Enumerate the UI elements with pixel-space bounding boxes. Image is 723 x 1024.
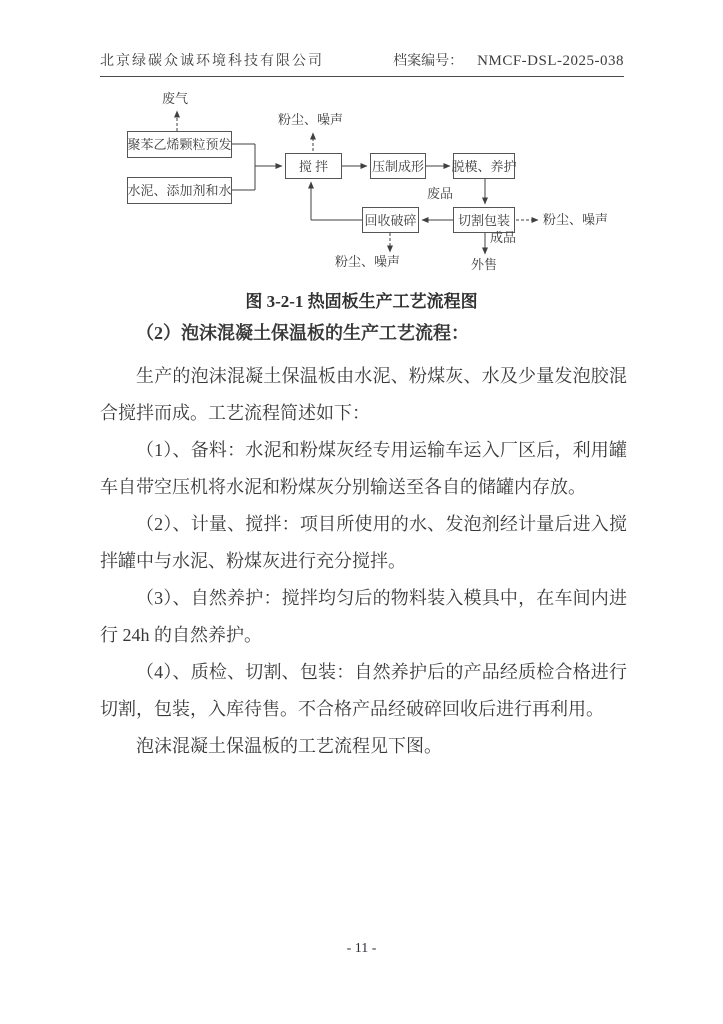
flowchart-box-demold-curing: 脱模、养护 <box>453 153 515 179</box>
flowchart-box-recycle-crushing: 回收破碎 <box>362 207 419 233</box>
paragraph-intro: 生产的泡沫混凝土保温板由水泥、粉煤灰、水及少量发泡胶混合搅拌而成。工艺流程简述如下： <box>100 366 627 423</box>
paragraph-step-1: （1）、备料：水泥和粉煤灰经专用运输车运入厂区后，利用罐车自带空压机将水泥和粉煤灰分别输送至各自的储罐内存放。 <box>100 440 627 497</box>
body-content <box>100 315 627 765</box>
archive-value: NMCF-DSL-2025-038 <box>477 53 624 69</box>
paragraph-step-2: （2）、计量、搅拌：项目所使用的水、发泡剂经计量后进入搅拌罐中与水泥、粉煤灰进行充分搅拌。 <box>100 514 627 571</box>
flowchart-box-mixing: 搅 拌 <box>285 153 342 179</box>
archive-number <box>393 50 624 70</box>
archive-label: 档案编号： <box>393 54 464 69</box>
paragraph-step-3: （3）、自然养护：搅拌均匀后的物料装入模具中，在车间内进行 24h 的自然养护。 <box>100 588 627 645</box>
label-dust-noise-top: 粉尘、噪声 <box>278 112 344 127</box>
section-heading: （2）泡沫混凝土保温板的生产工艺流程： <box>136 323 469 343</box>
label-dust-noise-bottom: 粉尘、噪声 <box>335 254 401 269</box>
flowchart-box-cutting-packaging: 切割包装 <box>453 207 515 233</box>
label-external-sale: 外售 <box>471 257 498 272</box>
page-number: - 11 - <box>346 941 377 956</box>
label-dust-noise-right: 粉尘、噪声 <box>543 212 609 227</box>
paragraph-closing: 泡沫混凝土保温板的工艺流程见下图。 <box>136 736 442 756</box>
label-waste-gas: 废气 <box>162 91 189 106</box>
flowchart-box-pre-expansion: 聚苯乙烯颗粒预发 <box>127 131 232 158</box>
flowchart-box-cement-additives-water: 水泥、添加剂和水 <box>127 177 232 204</box>
label-finished-product: 成品 <box>490 230 517 245</box>
page-header <box>100 50 624 77</box>
figure-caption: 图 3-2-1 热固板生产工艺流程图 <box>245 292 478 311</box>
flowchart-box-press-forming: 压制成形 <box>370 153 426 179</box>
process-flowchart <box>100 85 630 285</box>
paragraph-step-4: （4）、质检、切割、包装：自然养护后的产品经质检合格进行切割，包装，入库待售。不合格产品经破碎回收后进行再利用。 <box>100 662 627 719</box>
label-waste-product: 废品 <box>427 186 454 201</box>
company-name: 北京绿碳众诚环境科技有限公司 <box>100 54 324 69</box>
